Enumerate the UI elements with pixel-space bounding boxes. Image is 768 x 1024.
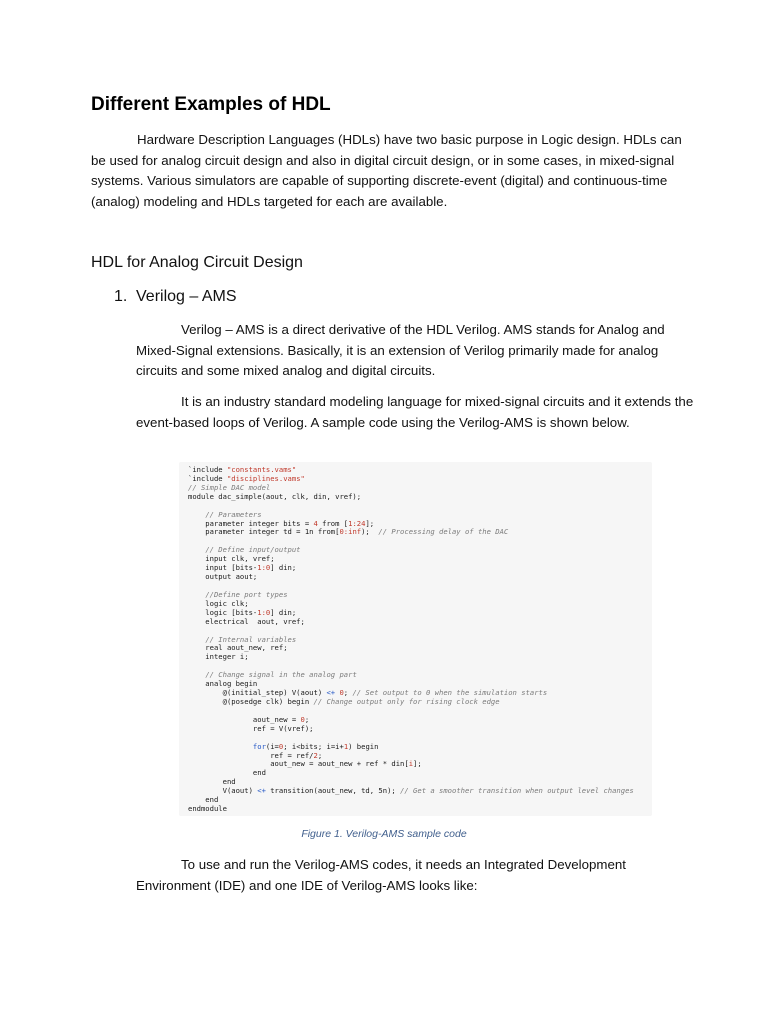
code-line: ref = ref/2; [188, 750, 323, 760]
code-line: real aout_new, ref; [188, 643, 288, 653]
code-line: // Define input/output [205, 545, 301, 555]
verilog-ams-paragraph-2 [136, 392, 696, 433]
figure-caption: Figure 1. Verilog-AMS sample code [301, 828, 467, 840]
code-line: // Change signal in the analog part [205, 670, 357, 680]
code-line: end [188, 795, 219, 805]
code-line: aout_new = aout_new + ref * din[i]; [188, 759, 422, 769]
code-line: endmodule [188, 804, 227, 814]
code-line: module dac_simple(aout, clk, din, vref); [188, 491, 362, 501]
code-line: input [bits-1:0] din; [188, 563, 297, 573]
list-item-label: Verilog – AMS [136, 288, 237, 305]
code-line: electrical aout, vref; [188, 616, 305, 626]
code-block [188, 466, 634, 814]
code-line: // Simple DAC model [188, 482, 271, 492]
code-line: @(posedge clk) begin // Change output only for rising clock edge [188, 696, 500, 706]
code-line: logic [bits-1:0] din; [188, 607, 297, 617]
verilog-ams-paragraph-1 [136, 320, 696, 382]
code-line: for(i=0; i<bits; i=i+1) begin [252, 741, 379, 751]
code-line: ref = V(vref); [188, 723, 314, 733]
code-line: `include "constants.vams" [188, 465, 297, 474]
code-line: aout_new = 0; [188, 714, 310, 724]
code-figure [179, 462, 652, 816]
code-line: @(initial_step) V(aout) <+ 0; // Set output to 0 when the simulation starts [188, 688, 548, 698]
page-title: Different Examples of HDL [91, 94, 331, 115]
intro-paragraph [91, 130, 691, 212]
code-line: parameter integer td = 1n from[0:inf); // Processing delay of the DAC [188, 527, 509, 537]
intro-text: Hardware Description Languages (HDLs) have two basic purpose in Logic design. HDLs can be used for analog circuit design and also in digital circuit design, or in some cases, in mixed-signal systems. Various simulators are capable of supporting discrete-event (digital) and continuous-time (analog) modeling and HDLs targeted for each are available. [91, 132, 682, 209]
code-line: logic clk; [188, 598, 249, 608]
ide-paragraph [136, 855, 696, 896]
code-line: end [188, 777, 236, 787]
section-heading: HDL for Analog Circuit Design [91, 254, 303, 271]
code-line: analog begin [188, 679, 258, 689]
code-line: // Parameters [205, 509, 262, 519]
code-line: `include "disciplines.vams" [188, 473, 305, 483]
code-line: integer i; [188, 652, 249, 662]
code-line: parameter integer bits = 4 from [1:24]; [188, 518, 375, 528]
code-line: input clk, vref; [188, 554, 275, 564]
code-line: //Define port types [205, 589, 288, 599]
code-line: end [188, 768, 266, 778]
code-line: V(aout) <+ transition(aout_new, td, 5n); // Get a smoother transition when output level changes [188, 786, 634, 796]
list-item-number: 1. [114, 288, 128, 305]
list-item [114, 288, 237, 306]
code-line: // Internal variables [205, 634, 297, 644]
verilog-ams-text-1: Verilog – AMS is a direct derivative of the HDL Verilog. AMS stands for Analog and Mixed-Signal extensions. Basically, it is an extension of Verilog primarily made for analog circuits and some mixed analog and digital circuits. [136, 322, 665, 378]
code-line: output aout; [188, 572, 258, 582]
verilog-ams-text-2: It is an industry standard modeling language for mixed-signal circuits and it extends the event-based loops of Verilog. A sample code using the Verilog-AMS is shown below. [136, 394, 694, 430]
ide-text: To use and run the Verilog-AMS codes, it needs an Integrated Development Environment (IDE) and one IDE of Verilog-AMS looks like: [136, 857, 626, 893]
